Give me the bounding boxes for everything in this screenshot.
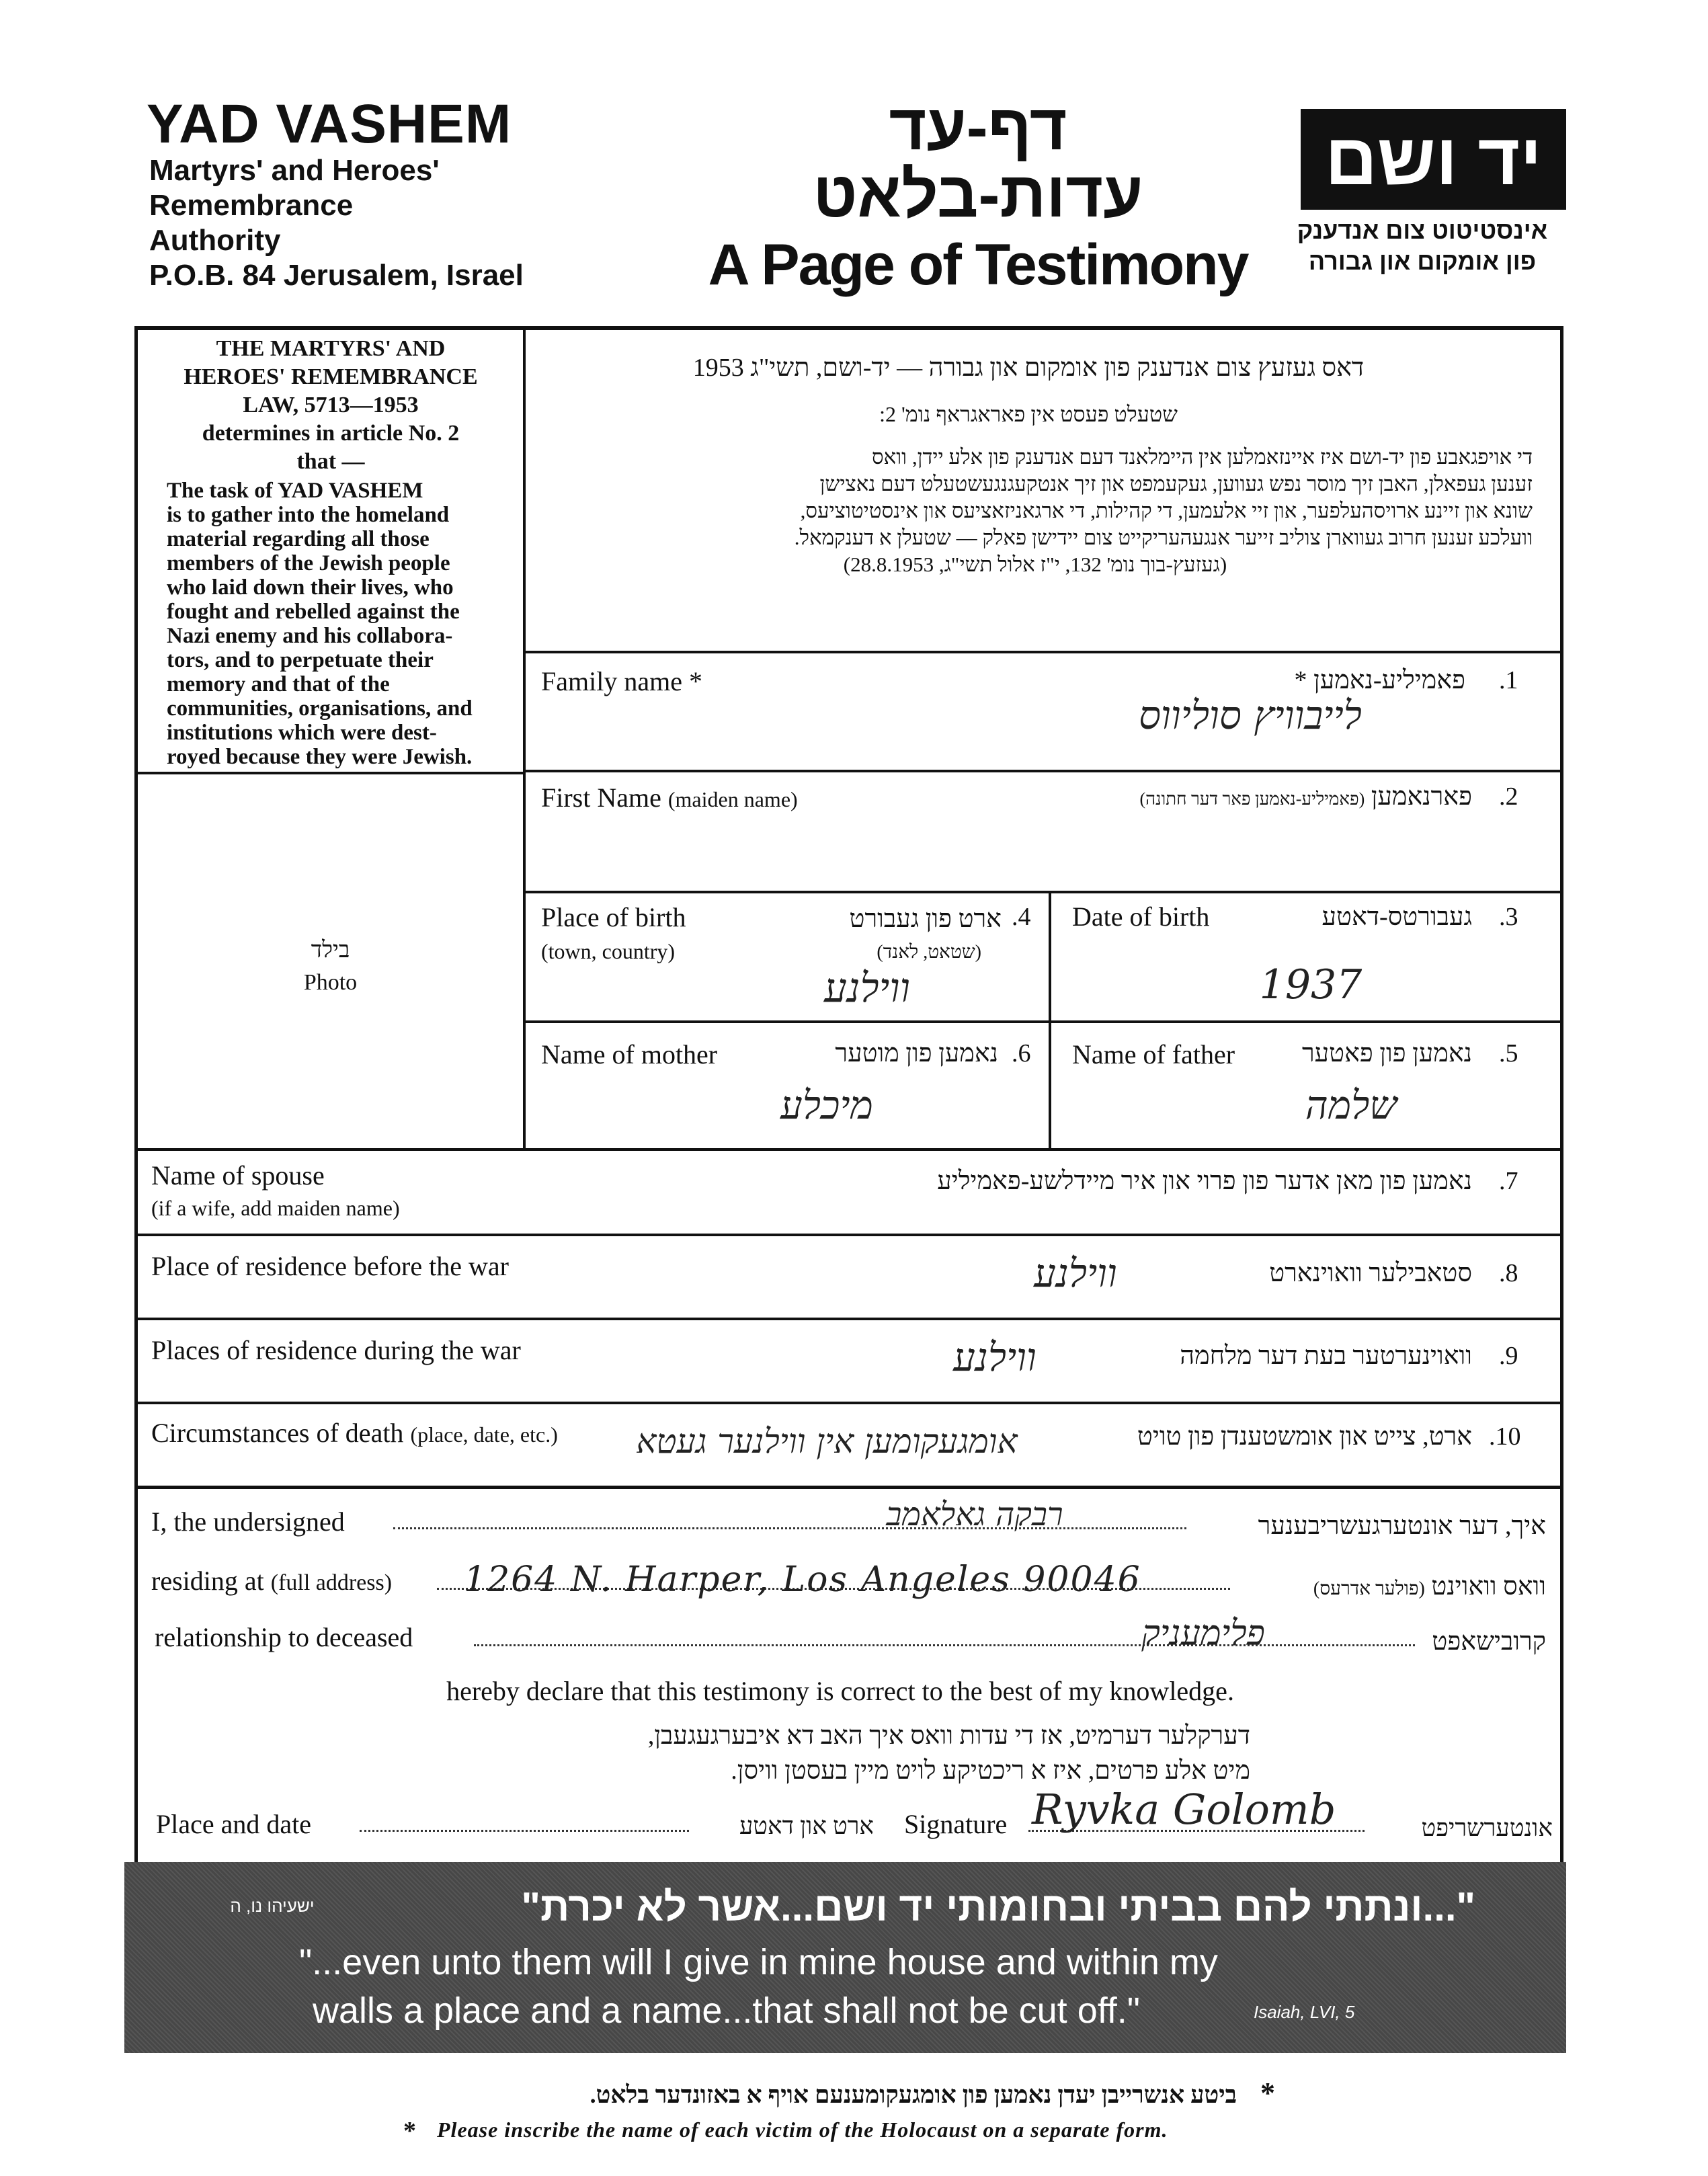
residence-before-label-yiddish: סטאבילער וואוינארט <box>1269 1259 1472 1287</box>
declaration-english: hereby declare that this testimony is correct to the best of my knowledge. <box>446 1676 1234 1706</box>
logo-subtitle-2: פון אומקום און גבורה <box>1308 247 1537 275</box>
org-line: P.O.B. 84 Jerusalem, Israel <box>149 259 524 292</box>
law-line: members of the Jewish people <box>167 551 450 575</box>
banner-english-line-1: "...even unto them will I give in mine house and within my <box>299 1942 1218 1982</box>
undersigned-label-yiddish: איך, דער אונטערגעשריבענער <box>1258 1512 1546 1540</box>
law-line: fought and rebelled against the <box>167 600 460 624</box>
date-of-birth-label-yiddish: געבורטס-דאטע <box>1321 903 1472 931</box>
row-divider <box>134 1318 1563 1320</box>
banner-english-line-2: walls a place and a name...that shall not be cut off." <box>313 1990 1140 2031</box>
relationship-field[interactable]: פלימעניק <box>1141 1613 1265 1654</box>
first-name-label <box>541 782 798 813</box>
law-line: tors, and to perpetuate their <box>167 648 434 672</box>
place-of-birth-label-yi-sub: (שטאט, לאנד) <box>877 942 981 963</box>
family-name-label-yiddish: פאמיליע-נאמען * <box>1294 666 1465 694</box>
org-line: Authority <box>149 224 281 257</box>
address-field[interactable]: 1264 N. Harper, Los Angeles 90046 <box>464 1560 1141 1600</box>
address-label-text: residing at <box>151 1566 264 1596</box>
law-photo-divider <box>134 772 526 774</box>
place-date-label-yiddish: ארט און דאטע <box>739 1812 874 1839</box>
law-line: THE MARTYRS' AND <box>216 336 446 361</box>
first-name-label-text: First Name <box>541 782 661 813</box>
footnote-english: Please inscribe the name of each victim of the Holocaust on a separate form. <box>437 2118 1168 2142</box>
law-line: די אויפגאבע פון יד-ושם איז איינזאמלען אין היימלאנד דעם אנדענק פון אלע יידן, וואס <box>872 445 1533 469</box>
field-number: .9 <box>1499 1342 1518 1370</box>
row-divider <box>523 891 1563 893</box>
law-line: שונא און זיינע ארויסהעלפער, און זיי אלעמען, די קהילות, די ארגאניזאציעס און אינסטיטוציעס, <box>800 499 1533 522</box>
death-circumstances-label-yiddish: ארט, צייט און אומשטענדן פון טויט <box>1137 1422 1472 1451</box>
law-line: institutions which were dest- <box>167 721 437 745</box>
yad-vashem-logo <box>1301 109 1566 210</box>
frame-left <box>134 326 138 1862</box>
law-line: HEROES' REMEMBRANCE <box>184 364 478 389</box>
address-label-yi-text: וואס וואוינט <box>1431 1572 1546 1601</box>
yiddish-title-2: עדות-בלאט <box>813 159 1143 231</box>
death-label-sub: (place, date, etc.) <box>410 1422 558 1447</box>
logo-text: יד ושם <box>1325 118 1542 200</box>
law-line: material regarding all those <box>167 527 430 551</box>
place-of-birth-label-sub: (town, country) <box>541 939 676 963</box>
relationship-label-yiddish: קרובישאפט <box>1432 1627 1546 1656</box>
law-line: זענען געפאלן, האבן זיך מוסר נפש געווען, געקעמפט און זיך אנטקעגנגעשטעלט דעם נאצישן <box>819 472 1533 495</box>
law-line: determines in article No. 2 <box>202 421 460 446</box>
residence-during-field[interactable]: ווילנע <box>953 1334 1036 1380</box>
photo-label-english: Photo <box>303 970 358 995</box>
place-of-birth-label-yiddish <box>760 902 1002 969</box>
org-line: Remembrance <box>149 189 354 222</box>
page-title: A Page of Testimony <box>708 233 1248 297</box>
family-name-field[interactable]: לייבוויץ סוליווס <box>1139 692 1362 738</box>
date-of-birth-field[interactable]: 1937 <box>1259 961 1363 1008</box>
law-line: communities, organisations, and <box>167 696 473 721</box>
place-of-birth-field[interactable]: ווילנע <box>824 965 910 1012</box>
spouse-label-text: Name of spouse <box>151 1160 325 1191</box>
law-yiddish-body <box>538 444 1533 578</box>
mid-column-divider <box>1049 891 1051 1150</box>
first-name-label-yi-sub: (פאמיליע-נאמען פאר דער חתונה) <box>1139 789 1365 809</box>
field-number: .6 <box>1012 1039 1031 1067</box>
declaration-yiddish-2: מיט אלע פרטים, איז א ריכטיקע לויט מיין בעסטן וויסן. <box>731 1757 1250 1785</box>
footnote-yiddish: ביטע אנשרייבן יעדן נאמען פון אומגעקומענעם אויף א באזונדער בלאט. <box>589 2081 1237 2108</box>
field-number: .3 <box>1499 903 1518 931</box>
row-divider <box>523 770 1563 772</box>
logo-subtitle-1: אינסטיטוט צום אנדענק <box>1297 216 1548 244</box>
field-number: .10 <box>1489 1422 1521 1451</box>
signature-label: Signature <box>904 1809 1008 1839</box>
frame-right <box>1560 326 1563 1862</box>
field-number: .8 <box>1499 1259 1518 1287</box>
banner-hebrew-quote: "...ונתתי להם בביתי ובחומותי יד ושם...אשר לא יכרת" <box>521 1884 1475 1929</box>
undersigned-field[interactable]: רבקה גאלאמב <box>886 1496 1063 1533</box>
spouse-label <box>151 1160 400 1224</box>
law-line: Nazi enemy and his collabora- <box>167 624 453 648</box>
law-line: LAW, 5713—1953 <box>243 393 419 417</box>
address-label-yiddish <box>1237 1572 1546 1601</box>
address-label <box>151 1565 392 1597</box>
field-number: .2 <box>1499 782 1518 811</box>
law-line: memory and that of the <box>167 672 390 696</box>
father-name-field[interactable]: שלמה <box>1305 1082 1397 1128</box>
law-line: that — <box>296 449 365 474</box>
photo-label-yiddish: בילד <box>311 938 350 963</box>
row-divider <box>134 1148 1563 1151</box>
row-divider <box>523 1020 1563 1023</box>
undersigned-label: I, the undersigned <box>151 1506 345 1537</box>
first-name-label-sub: (maiden name) <box>667 787 798 811</box>
place-of-birth-label-text: Place of birth <box>541 902 686 932</box>
field-number: .5 <box>1499 1039 1518 1067</box>
footnote-star: * <box>1260 2077 1275 2109</box>
death-label-text: Circumstances of death <box>151 1418 404 1448</box>
field-number: .7 <box>1499 1167 1518 1195</box>
family-name-label: Family name * <box>541 666 702 696</box>
mother-name-label: Name of mother <box>541 1039 718 1070</box>
residence-before-field[interactable]: ווילנע <box>1034 1250 1117 1296</box>
law-line: The task of YAD VASHEM <box>167 479 423 503</box>
relationship-label: relationship to deceased <box>155 1622 413 1652</box>
footnote-star: * <box>403 2117 416 2145</box>
address-label-sub: (full address) <box>270 1570 393 1595</box>
field-number: .1 <box>1499 666 1518 694</box>
father-name-label: Name of father <box>1072 1039 1235 1070</box>
place-date-field[interactable] <box>360 1830 689 1832</box>
yiddish-title-1: דף-עד <box>889 91 1067 163</box>
first-name-label-yi-text: פארנאמען <box>1371 782 1472 811</box>
father-name-label-yiddish: נאמען פון פאטער <box>1301 1039 1472 1067</box>
mother-name-label-yiddish: נאמען פון מוטער <box>835 1039 998 1067</box>
death-circumstances-label <box>151 1417 558 1449</box>
place-of-birth-label <box>541 901 686 968</box>
residence-before-label: Place of residence before the war <box>151 1251 509 1281</box>
row-divider <box>134 1234 1563 1236</box>
law-line: who laid down their lives, who <box>167 575 454 600</box>
law-task-text <box>167 479 503 769</box>
place-of-birth-label-yi-text: ארט פון געבורט <box>849 905 1002 933</box>
law-line: is to gather into the homeland <box>167 503 450 527</box>
declaration-yiddish-1: דערקלער דערמיט, אז די עדות וואס איך האב דא איבערגעגעבן, <box>647 1722 1250 1750</box>
signature-label-yiddish: אונטערשריפט <box>1421 1814 1553 1841</box>
place-date-label: Place and date <box>156 1809 311 1839</box>
law-line: royed because they were Jewish. <box>167 745 473 769</box>
spouse-label-sub: (if a wife, add maiden name) <box>151 1196 400 1220</box>
org-address-block <box>149 153 524 293</box>
row-divider <box>523 651 1563 653</box>
row-divider <box>134 1402 1563 1404</box>
law-yiddish-subtitle: שטעלט פעסט אין פאראגראף נומ' 2: <box>879 402 1178 426</box>
date-of-birth-label: Date of birth <box>1072 901 1210 932</box>
address-label-yi-sub: (פולער אדרעס) <box>1313 1578 1425 1599</box>
death-circumstances-field[interactable]: אומגעקומען אין ווילנער געטא <box>636 1422 1018 1461</box>
photo-placeholder <box>138 934 523 999</box>
banner-hebrew-reference: ישעיהו נו, ה <box>230 1896 315 1916</box>
mother-name-field[interactable]: מיכלע <box>780 1082 873 1128</box>
org-line: Martyrs' and Heroes' <box>149 154 440 187</box>
left-column-divider <box>523 326 526 1150</box>
law-english-heading <box>143 335 519 476</box>
residence-during-label: Places of residence during the war <box>151 1335 521 1365</box>
law-yiddish-title: דאס געזעץ צום אנדענק פון אומקום און גבורה — יד-ושם, תשי"ג 1953 <box>692 354 1365 382</box>
row-divider <box>134 1486 1563 1489</box>
org-title: YAD VASHEM <box>147 93 512 155</box>
residence-during-label-yiddish: וואוינערטער בעת דער מלחמה <box>1180 1342 1472 1370</box>
first-name-label-yiddish <box>1008 782 1472 811</box>
spouse-label-yiddish: נאמען פון מאן אדער פון פרוי און איר מיידלשע-פאמיליע <box>937 1167 1472 1195</box>
field-number: .4 <box>1012 903 1031 931</box>
banner-english-reference: Isaiah, LVI, 5 <box>1254 2002 1355 2022</box>
law-line: (געזעץ-בוך נומ' 132, י"ז אלול תשי"ג, 28.8.1953) <box>843 553 1227 576</box>
signature-field[interactable]: Ryvka Golomb <box>1032 1785 1336 1834</box>
frame-top <box>134 326 1563 330</box>
law-line: וועלכע זענען חרוב געווארן צוליב זייער אנגעהעריקייט צום יידישן פאלק — שטעלן א דענקמאל. <box>794 526 1533 549</box>
quote-banner <box>124 1862 1566 2053</box>
